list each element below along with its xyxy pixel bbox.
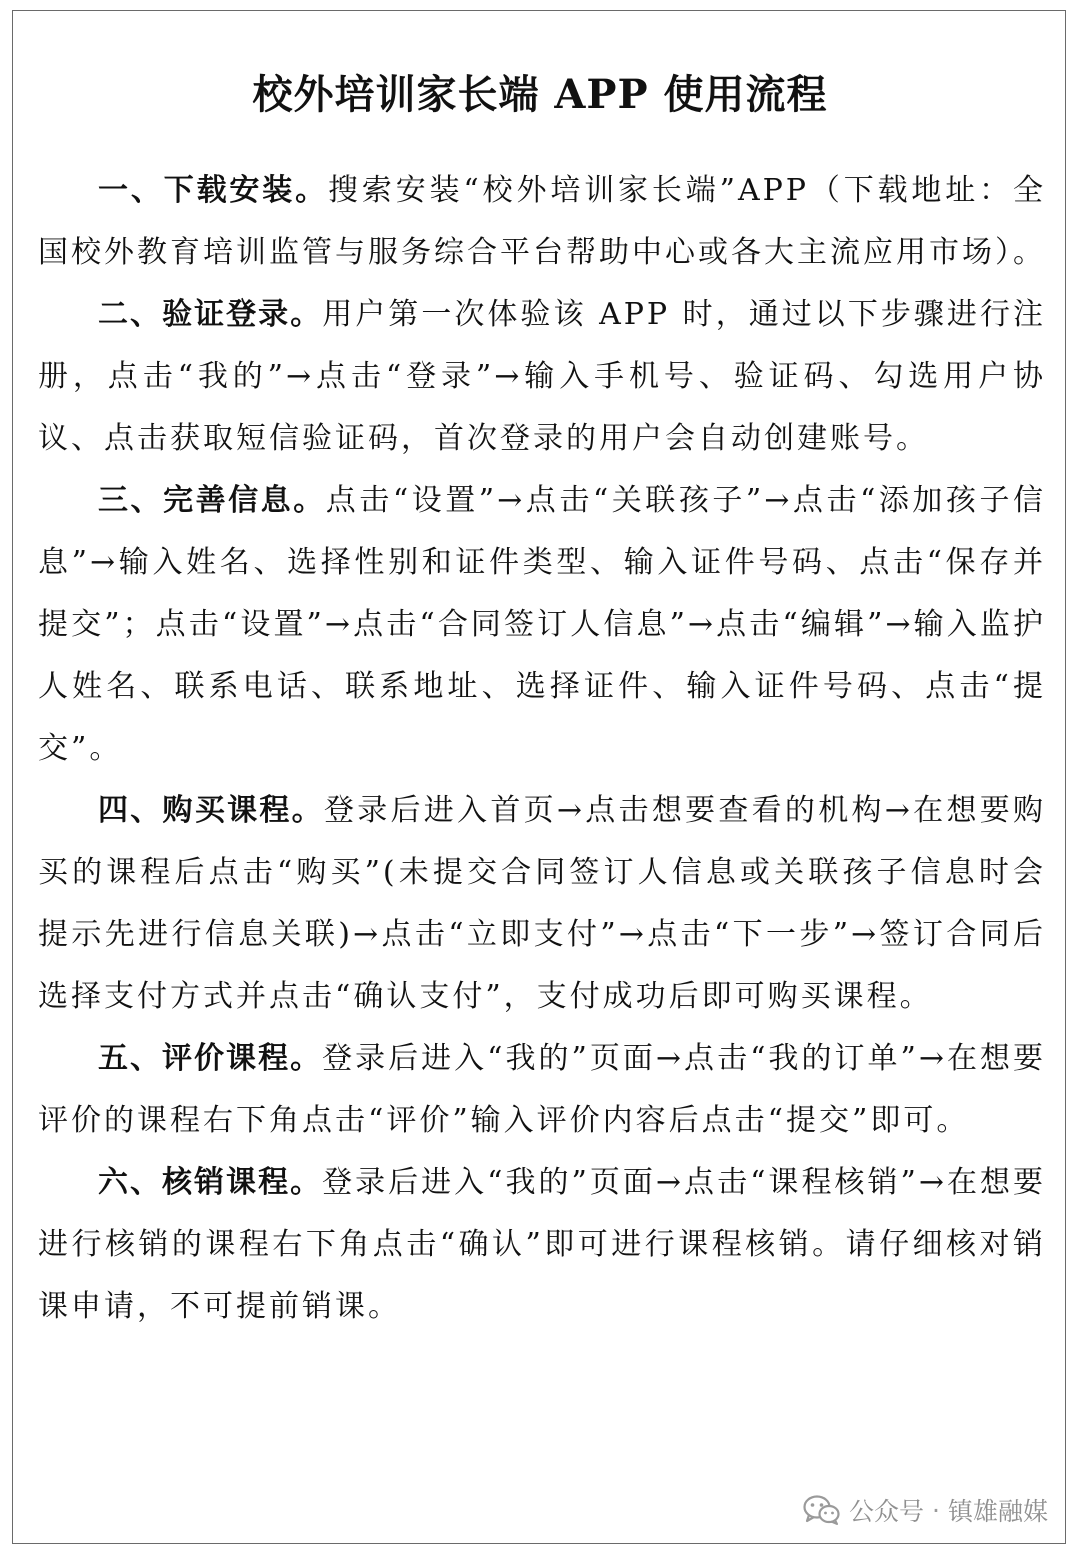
section-verify-course [38,1152,1046,1338]
watermark-label: 公众号 [849,1497,925,1526]
section-heading: 六、核销课程。 [98,1165,323,1200]
watermark-separator: · [932,1495,940,1525]
section-buy-course [38,780,1046,1028]
wechat-watermark [803,1492,1048,1528]
section-text: 登录后进入首页→点击想要查看的机构→在想要购买的课程后点击“购买”(未提交合同签订人信息或关联孩子信息时会提示先进行信息关联)→点击“立即支付”→点击“下一步”→签订合同后选择支付方式并点击“确认支付”，支付成功后即可购买课程。 [38,793,1046,1014]
document-title: 校外培训家长端 APP 使用流程 [252,70,828,118]
section-text: 搜索安装“校外培训家长端”APP（下载地址：全国校外教育培训监管与服务综合平台帮助中心或各大主流应用市场）。 [38,173,1046,270]
wechat-icon [803,1494,841,1526]
section-review-course [38,1028,1046,1152]
section-download-install [38,160,1046,284]
section-heading: 四、购买课程。 [98,793,324,828]
section-text: 登录后进入“我的”页面→点击“我的订单”→在想要评价的课程右下角点击“评价”输入评价内容后点击“提交”即可。 [38,1041,1046,1138]
section-heading: 五、评价课程。 [98,1041,323,1076]
section-heading: 三、完善信息。 [98,483,326,518]
section-text: 登录后进入“我的”页面→点击“课程核销”→在想要进行核销的课程右下角点击“确认”即可进行课程核销。请仔细核对销课申请，不可提前销课。 [38,1165,1046,1324]
watermark-account: 镇雄融媒 [947,1497,1048,1526]
section-heading: 一、下载安装。 [98,173,328,208]
section-heading: 二、验证登录。 [98,297,323,332]
section-complete-info [38,470,1046,780]
section-text: 点击“设置”→点击“关联孩子”→点击“添加孩子信息”→输入姓名、选择性别和证件类型、输入证件号码、点击“保存并提交”；点击“设置”→点击“合同签订人信息”→点击“编辑”→输入监护人姓名、联系电话、联系地址、选择证件、输入证件号码、点击“提交”。 [38,483,1046,766]
section-text: 用户第一次体验该 APP 时，通过以下步骤进行注册，点击“我的”→点击“登录”→输入手机号、验证码、勾选用户协议、点击获取短信验证码，首次登录的用户会自动创建账号。 [38,297,1047,456]
section-verify-login [38,284,1046,470]
document-body [38,160,1046,1338]
